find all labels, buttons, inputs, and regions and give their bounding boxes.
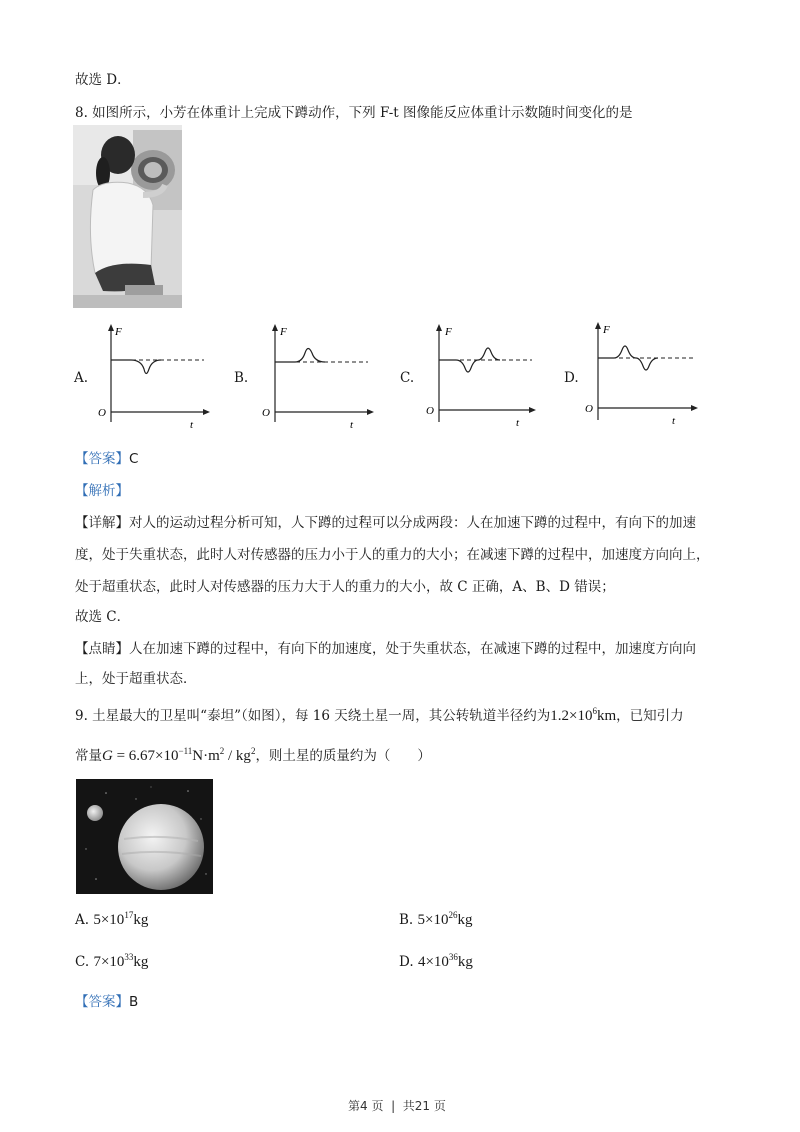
q8-option-c-graph [414,322,539,436]
q9-option-d-value [418,954,473,970]
q9-stem-text-1: 9. 土星最大的卫星叫“泰坦”（如图），每 16 天绕土星一周，其公转轨道半径约为 [75,708,551,724]
q8-option-d-graph [576,320,701,434]
q9-stem-line-1 [75,704,684,725]
q9-answer-tag: 【答案】 [75,994,129,1010]
graph-b-o-label: O [262,407,270,419]
graph-c-t-label: t [516,417,520,429]
q8-option-d-label: D. [564,370,579,386]
q8-option-a-graph [86,322,211,436]
q9-g-expression [102,748,255,764]
q9-option-d-exp: 36 [448,952,458,962]
q9-g-value: = 6.67×10 [112,748,179,764]
q8-comment-line-1 [75,637,696,657]
graph-b-svg [250,322,375,432]
q9-radius-unit: km [596,708,617,724]
q8-comment-line-2: 上，处于超重状态． [75,671,197,687]
graph-a-svg [86,322,211,432]
graph-a-t-label: t [190,419,194,431]
q9-g-unit-exp-1: 2 [219,746,225,756]
graph-d-svg [576,320,701,430]
q9-option-c-mantissa: 7×10 [93,954,125,970]
q9-g-symbol: G [102,748,113,764]
q8-answer-row [75,447,138,467]
q9-option-b-mantissa: 5×10 [417,912,449,928]
q9-option-d-mantissa: 4×10 [417,954,449,970]
q8-stem: 8. 如图所示，小芳在体重计上完成下蹲动作，下列 F-t 图像能反应体重计示数随时间变化的是 [75,105,633,121]
q9-answer-row [75,990,138,1010]
q9-option-a-value [93,912,148,928]
q9-stem-text-2: ，已知引力 [616,708,684,724]
q9-option-d-unit: kg [457,954,473,970]
footer-total-pages: 共21 页 [402,1099,446,1113]
q9-g-exp: −11 [178,746,193,756]
q8-detail-line-1 [75,511,696,531]
q8-conclusion: 故选 C． [75,609,131,625]
q9-option-c [75,954,148,971]
graph-d-o-label: O [585,403,593,415]
q8-option-b-graph [250,322,375,436]
q8-detail-tag: 【详解】 [75,515,129,531]
q9-stem-text-3: 常量 [75,748,102,764]
q9-option-a-mantissa: 5×10 [93,912,125,928]
q9-radius-value [550,708,616,724]
q9-option-c-value [93,954,148,970]
q9-option-d-label: D. [399,954,414,970]
q9-option-b-unit: kg [457,912,473,928]
q8-comment-tag: 【点睛】 [75,641,129,657]
q8-option-b-label: B. [234,370,249,386]
q9-option-a-unit: kg [133,912,149,928]
q9-option-c-label: C. [75,954,90,970]
q9-option-c-exp: 33 [124,952,134,962]
q9-stem-text-4: ，则土星的质量约为（ ） [255,748,431,764]
q9-option-d [399,954,473,971]
q9-option-a-label: A. [75,912,90,928]
q9-option-b-label: B. [399,912,414,928]
q9-option-c-unit: kg [133,954,149,970]
graph-d-f-label: F [603,324,610,336]
graph-a-f-label: F [115,326,122,338]
q9-photo-saturn-titan [76,779,213,894]
q8-answer: C [129,451,139,467]
q8-detail-line-3: 处于超重状态，此时人对传感器的压力大于人的重力的大小，故 C 正确，A、B、D 错误； [75,579,615,595]
q9-option-a [75,912,148,929]
q8-option-a-label: A. [74,370,89,386]
q9-stem-line-2 [75,744,431,765]
q9-radius-mantissa: 1.2×10 [550,708,593,724]
q8-analysis-tag: 【解析】 [75,483,129,499]
page-footer [348,1097,446,1114]
graph-b-f-label: F [280,326,287,338]
q9-option-b-exp: 26 [448,910,458,920]
q9-g-unit-1: N·m [192,748,220,764]
graph-b-t-label: t [350,419,354,431]
q8-detail-text-1: 对人的运动过程分析可知，人下蹲的过程可以分成两段：人在加速下蹲的过程中，有向下的加速 [129,515,696,531]
q9-answer: B [129,994,139,1010]
q8-detail-line-2: 度，处于失重状态，此时人对传感器的压力小于人的重力的大小；在减速下蹲的过程中，加速度方向向上， [75,547,710,563]
graph-c-svg [414,322,539,432]
q8-photo-girl-squatting [73,125,182,308]
q9-option-b [399,912,472,929]
graph-d-t-label: t [672,415,676,427]
footer-separator: | [391,1099,396,1113]
graph-a-o-label: O [98,407,106,419]
q8-comment-text-1: 人在加速下蹲的过程中，有向下的加速度，处于失重状态，在减速下蹲的过程中，加速度方向向 [129,641,696,657]
q9-option-a-exp: 17 [124,910,134,920]
prev-conclusion: 故选 D． [75,72,131,88]
q8-option-c-label: C. [400,370,415,386]
q8-answer-tag: 【答案】 [75,451,129,467]
q9-g-unit-exp-2: 2 [250,746,256,756]
q9-radius-exp: 6 [592,706,597,716]
q9-option-b-value [418,912,473,928]
graph-c-f-label: F [445,326,452,338]
q9-g-unit-2: / kg [224,748,251,764]
graph-c-o-label: O [426,405,434,417]
footer-page-number: 第4 页 [348,1099,384,1113]
